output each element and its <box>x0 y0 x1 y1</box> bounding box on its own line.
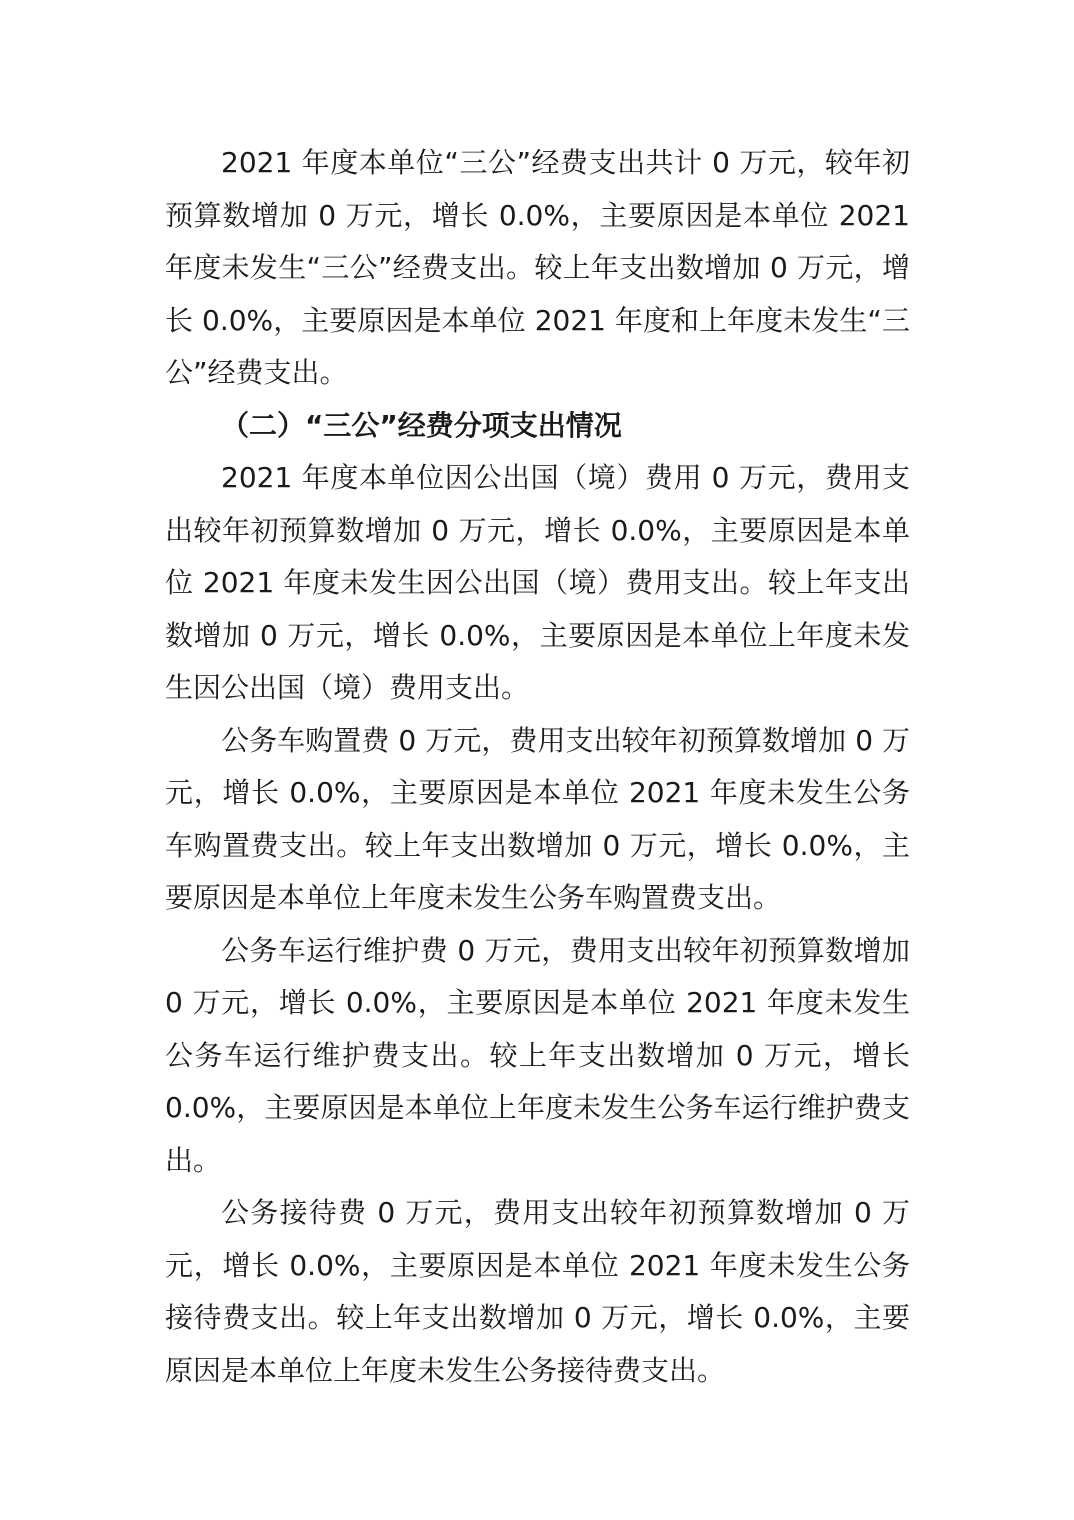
overseas-travel-paragraph: 2021 年度本单位因公出国（境）费用 0 万元，费用支出较年初预算数增加 0 万元，增长 0.0%，主要原因是本单位 2021 年度未发生因公出国（境）费用支出。较上年支出数增加 0 万元，增长 0.0%，主要原因是本单位上年度未发生因公出国（境）费用支出。 <box>165 461 910 704</box>
vehicle-purchase-paragraph: 公务车购置费 0 万元，费用支出较年初预算数增加 0 万元，增长 0.0%，主要原因是本单位 2021 年度未发生公务车购置费支出。较上年支出数增加 0 万元，增长 0.0%，主要原因是本单位上年度未发生公务车购置费支出。 <box>165 723 910 914</box>
section-heading: （二）“三公”经费分项支出情况 <box>221 408 622 442</box>
document-body <box>165 137 910 1397</box>
official-reception-paragraph: 公务接待费 0 万元，费用支出较年初预算数增加 0 万元，增长 0.0%，主要原因是本单位 2021 年度未发生公务接待费支出。较上年支出数增加 0 万元，增长 0.0%，主要原因是本单位上年度未发生公务接待费支出。 <box>165 1196 910 1387</box>
summary-paragraph: 2021 年度本单位“三公”经费支出共计 0 万元，较年初预算数增加 0 万元，增长 0.0%，主要原因是本单位 2021 年度未发生“三公”经费支出。较上年支出数增加 0 万元，增长 0.0%，主要原因是本单位 2021 年度和上年度未发生“三公”经费支出。 <box>165 146 910 389</box>
vehicle-maintenance-paragraph: 公务车运行维护费 0 万元，费用支出较年初预算数增加 0 万元，增长 0.0%，主要原因是本单位 2021 年度未发生公务车运行维护费支出。较上年支出数增加 0 万元，增长 0.0%，主要原因是本单位上年度未发生公务车运行维护费支出。 <box>165 933 910 1177</box>
